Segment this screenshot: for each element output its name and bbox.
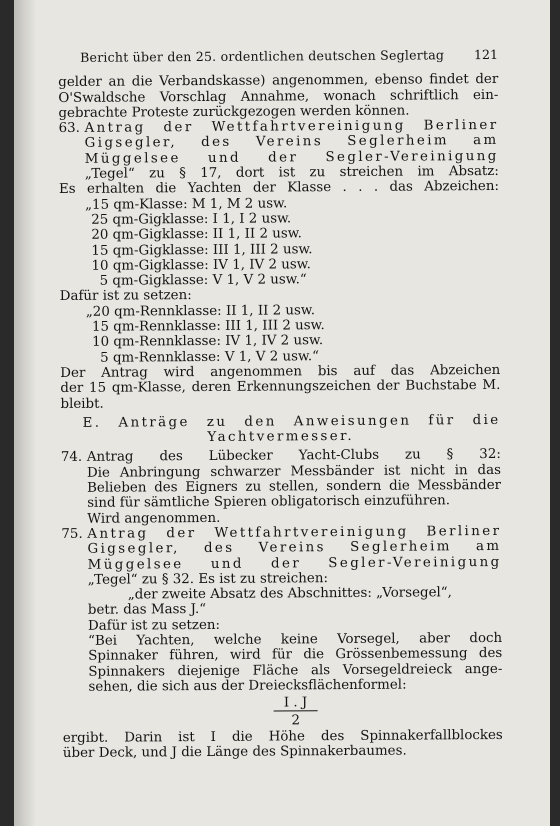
- text-line: Es erhalten die Yachten der Klasse . . . das Abzeichen:: [58, 179, 500, 198]
- class-line: 5 qm-Rennklasse: V 1, V 2 usw.“: [100, 348, 319, 366]
- text-line: Müggelsee und der Segler-Vereinigung: [84, 148, 499, 167]
- quote-line: “Bei Yachten, welche keine Vorsegel, aber doch: [88, 630, 503, 649]
- text-line: über Deck, und J die Länge des Spinnakerbaumes.: [62, 743, 407, 762]
- running-header: [80, 47, 498, 65]
- class-line: 15 qm-Gigklasse: III 1, III 2 usw.: [91, 241, 313, 259]
- item-75: [61, 524, 502, 731]
- class-line: 10 qm-Rennklasse: IV 1, IV 2 usw.: [91, 333, 324, 351]
- text-line: Gigsegler, des Vereins Seglerheim am: [87, 539, 502, 558]
- text-line: gelder an die Verbandskasse) angenommen, ebenso findet der: [58, 72, 499, 91]
- page-gutter-shadow: [14, 0, 36, 826]
- text-line: Belieben des Eigners zu stellen, sondern die Messbänder: [87, 477, 502, 496]
- text-line: „Tegel“ zu § 32. Es ist zu streichen:: [87, 570, 329, 588]
- class-line: 25 qm-Gigklasse: I 1, I 2 usw.: [91, 211, 292, 228]
- formula-denominator: 2: [291, 713, 301, 729]
- text-line: bleibt.: [60, 396, 104, 412]
- formula-numerator: I . J: [274, 695, 318, 712]
- section-heading: E. Anträge zu den Anweisungen für die: [82, 412, 501, 431]
- text-line: Antrag der Wettfahrtvereinigung Berliner: [87, 523, 502, 542]
- class-line: 10 qm-Gigklasse: IV 1, IV 2 usw.: [91, 257, 311, 274]
- quote-line: sehen, die sich aus der Dreiecksflächenformel:: [88, 677, 407, 695]
- text-line: O'Swaldsche Vorschlag Annahme, wonach schriftlich ein-: [58, 87, 499, 106]
- class-line: 20 qm-Gigklasse: II 1, II 2 usw.: [91, 226, 302, 244]
- class-line: 15 qm-Rennklasse: III 1, III 2 usw.: [91, 318, 325, 335]
- text-line: Antrag des Lübecker Yacht-Clubs zu § 32:: [86, 447, 501, 466]
- item-number: 75.: [61, 526, 83, 542]
- header-title: Bericht über den 25. ordentlichen deutschen Seglertag: [79, 47, 445, 65]
- item-63: [58, 118, 498, 182]
- quote-line: betr. das Mass J.“: [87, 602, 207, 619]
- page-number: 121: [473, 46, 499, 63]
- text-line: „Tegel“ zu § 17, dort ist zu streichen im Absatz:: [84, 164, 499, 182]
- item-number: 74.: [60, 450, 83, 466]
- text-line: Gigsegler, des Vereins Seglerheim am: [84, 133, 499, 152]
- page-text: [58, 47, 503, 761]
- text-line: Dafür ist zu setzen:: [59, 288, 192, 305]
- text-line: der 15 qm-Klasse, deren Erkennungszeichen der Buchstabe M.: [60, 378, 501, 397]
- text-line: Wird angenommen.: [87, 510, 221, 527]
- section-heading: Yachtvermesser.: [207, 429, 355, 446]
- class-list-new: [60, 302, 500, 366]
- text-line: gebrachte Proteste zurückgezogen werden können.: [58, 103, 410, 121]
- text-line: Antrag der Wettfahrtvereinigung Berliner: [84, 118, 499, 137]
- item-number: 63.: [58, 121, 80, 137]
- quote-line: „der zweite Absatz des Abschnittes: „Vorsegel“,: [127, 585, 452, 603]
- book-page: [14, 0, 550, 826]
- text-line: ergibt. Darin ist I die Höhe des Spinnakerfallblockes: [62, 727, 503, 746]
- class-line: 5 qm-Gigklasse: V 1, V 2 usw.“: [99, 272, 307, 289]
- text-line: Die Anbringung schwarzer Messbänder ist nicht in das: [86, 462, 501, 481]
- class-line: „20 qm-Rennklasse: II 1, II 2 usw.: [85, 302, 316, 320]
- text-line: Dafür ist zu setzen:: [87, 617, 221, 634]
- class-list-old: [59, 195, 500, 290]
- text-line: Der Antrag wird angenommen bis auf das Abzeichen: [60, 362, 501, 381]
- text-line: Müggelsee und der Segler-Vereinigung: [87, 554, 502, 573]
- quote-line: Spinnaker führen, wird für die Grössenbemessung des: [88, 646, 503, 665]
- class-line: „15 qm-Klasse: M 1, M 2 usw.: [85, 196, 288, 213]
- text-line: sind für sämtliche Spieren obligatorisch einzuführen.: [87, 493, 451, 512]
- item-74: [61, 447, 502, 527]
- formula: [89, 694, 503, 713]
- quote-line: Spinnakers diejenige Fläche als Vorsegeldreieck ange-: [88, 661, 503, 680]
